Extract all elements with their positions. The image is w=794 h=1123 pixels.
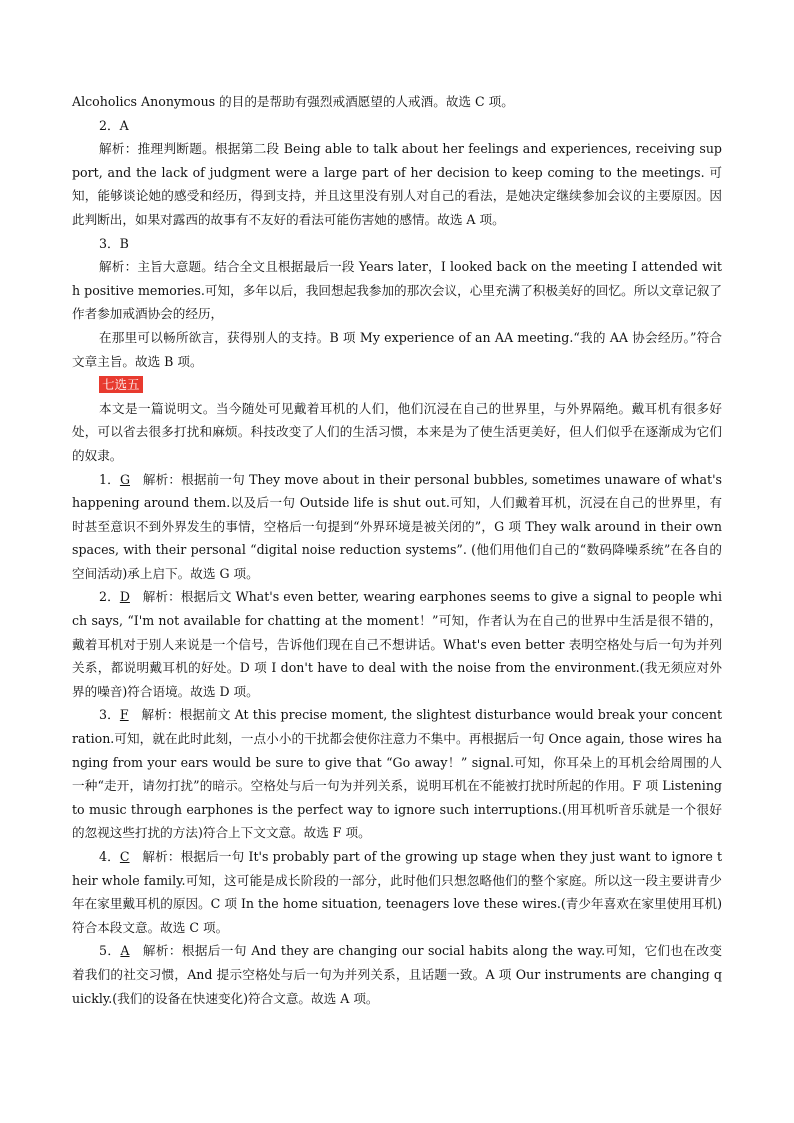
item-number: 2．	[99, 589, 120, 605]
q1-conclusion: Alcoholics Anonymous 的目的是帮助有强烈戒酒愿望的人戒酒。故选 C 项。	[72, 94, 514, 109]
q3-answer: 3．B	[99, 235, 129, 251]
answer-item	[72, 585, 722, 703]
item-number: 4．	[99, 849, 120, 864]
q2-explanation: 解析：推理判断题。根据第二段 Being able to talk about her feelings and experiences, receiving support, and the lack of judgment were a large part of her decision to keep coming to the meetings. 可知，能够谈论她的感受和经历，得到支持，并且这里没有别人对自己的看法，是她决定继续参加会议的主要原因。因此判断出，如果对露西的故事有不友好的看法可能伤害她的感情。故选 A 项。	[72, 141, 722, 227]
section-intro: 本文是一篇说明文。当今随处可见戴着耳机的人们，他们沉浸在自己的世界里，与外界隔绝。戴耳机有很多好处，可以省去很多打扰和麻烦。科技改变了人们的生活习惯，本来是为了使生活更美好，但人们似乎在逐渐成为它们的奴隶。	[72, 400, 722, 463]
item-number: 3．	[99, 707, 120, 723]
item-answer: D	[119, 589, 130, 605]
item-answer: C	[119, 849, 130, 864]
answer-item	[72, 939, 722, 1010]
section-badge: 七选五	[99, 376, 143, 393]
q3-explanation-cont: 在那里可以畅所欲言，获得别人的支持。B 项 My experience of an AA meeting.“我的 AA 协会经历。”符合文章主旨。故选 B 项。	[72, 329, 722, 369]
q3-explanation: 解析：主旨大意题。结合全文且根据最后一段 Years later，I looked back on the meeting I attended with positive memories.可知，多年以后，我回想起我参加的那次会议，心里充满了积极美好的回忆。所以文章记叙了作者参加戒酒协会的经历，	[72, 259, 722, 322]
item-explanation: 解析：根据后文 What's even better, wearing earphones seems to give a signal to people which says, “I'm not available for chatting at the moment！”可知，作者认为在自己的世界中生活是很不错的，戴着耳机对于别人来说是一个信号，告诉他们现在自己不想讲话。What's even better 表明空格处与后一句为并列关系，都说明戴耳机的好处。D 项 I don't have to deal with the noise from the environment.(我无须应对外界的噪音)符合语境。故选 D 项。	[72, 589, 722, 699]
item-answer: G	[119, 471, 130, 487]
item-explanation: 解析：根据后一句 It's probably part of the growing up stage when they just want to ignore their whole family.可知，这可能是成长阶段的一部分，此时他们只想忽略他们的整个家庭。所以这一段主要讲青少年在家里戴耳机的原因。C 项 In the home situation, teenagers love these wires.(青少年喜欢在家里使用耳机)符合本段文意。故选 C 项。	[72, 849, 723, 935]
item-answer: F	[119, 707, 129, 723]
item-number: 5．	[99, 943, 121, 959]
answer-item	[72, 845, 722, 939]
item-answer: A	[120, 943, 130, 959]
item-explanation: 解析：根据前一句 They move about in their personal bubbles, sometimes unaware of what's happening around them.以及后一句 Outside life is shut out.可知，人们戴着耳机，沉浸在自己的世界里，有时甚至意识不到外界发生的事情，空格后一句提到“外界环境是被关闭的”，G 项 They walk around in their own spaces, with their personal “digital noise reduction systems”. (他们用他们自己的“数码降噪系统”在各自的空间活动)承上启下。故选 G 项。	[72, 471, 722, 581]
item-explanation: 解析：根据前文 At this precise moment, the slightest disturbance would break your concentration.可知，就在此时此刻，一点小小的干扰都会使你注意力不集中。再根据后一句 Once again, those wires hanging from your ears would be sure to give that “Go away！” signal.可知，你耳朵上的耳机会给周围的人一种“走开，请勿打扰”的暗示。空格处与后一句为并列关系，说明耳机在不能被打扰时所起的作用。F 项 Listening to music through earphones is the perfect way to ignore such interruptions.(用耳机听音乐就是一个很好的忽视这些打扰的方法)符合上下文文意。故选 F 项。	[72, 707, 723, 841]
q2-answer: 2．A	[99, 117, 129, 133]
item-explanation: 解析：根据后一句 And they are changing our social habits along the way.可知，它们也在改变着我们的社交习惯，And 提示空格处与后一句为并列关系，且话题一致。A 项 Our instruments are changing quickly.(我们的设备在快速变化)符合文意。故选 A 项。	[72, 943, 722, 1006]
document-page	[72, 90, 722, 1010]
answer-item	[72, 468, 722, 586]
item-number: 1．	[99, 471, 120, 487]
answer-item	[72, 703, 722, 845]
section-badge-row	[72, 373, 722, 397]
